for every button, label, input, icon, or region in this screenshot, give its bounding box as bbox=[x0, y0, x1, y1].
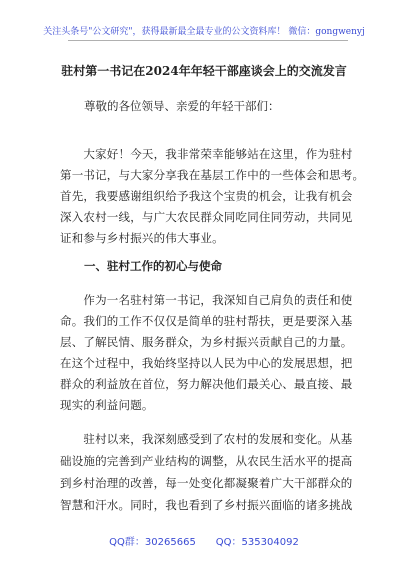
section-heading: 一、驻村工作的初心与使命 bbox=[84, 259, 222, 273]
paragraph-line: 证和参与乡村振兴的伟大事业。 bbox=[60, 231, 224, 245]
paragraph-line: 首先，我要感谢组织给予我这个宝贵的机会，让我有机会 bbox=[60, 189, 353, 203]
greeting: 尊敬的各位领导、亲爱的年轻干部们： bbox=[84, 99, 280, 113]
header-banner: 关注头条号"公文研究"，获得最新最全最专业的公文资料库！ 微信：gongwenyj bbox=[43, 27, 365, 37]
document-title: 驻村第一书记在2024年年轻干部座谈会上的交流发言 bbox=[61, 64, 347, 78]
paragraph-line: 群众的利益放在首位，努力解决他们最关心、最直接、最 bbox=[60, 377, 353, 391]
paragraph-line: 础设施的完善到产业结构的调整，从农民生活水平的提高 bbox=[60, 454, 353, 468]
paragraph-line: 深入农村一线，与广大农民群众同吃同住同劳动，共同见 bbox=[60, 210, 353, 224]
paragraph-line: 到乡村治理的改善，每一处变化都凝聚着广大干部群众的 bbox=[60, 476, 353, 490]
paragraph-line: 命。我们的工作不仅仅是简单的驻村帮扶，更是要深入基 bbox=[60, 314, 353, 328]
paragraph-line: 现实的利益问题。 bbox=[60, 398, 154, 412]
header-divider bbox=[68, 40, 348, 41]
paragraph-line: 层、了解民情、服务群众，为乡村振兴贡献自己的力量。 bbox=[60, 335, 353, 349]
paragraph-line: 驻村以来，我深刻感受到了农村的发展和变化。从基 bbox=[60, 432, 353, 446]
paragraph-line: 智慧和汗水。同时，我也看到了乡村振兴面临的诸多挑战 bbox=[60, 498, 353, 512]
paragraph-line: 在这个过程中，我始终坚持以人民为中心的发展思想，把 bbox=[60, 356, 353, 370]
paragraph-line: 作为一名驻村第一书记，我深知自己肩负的责任和使 bbox=[60, 293, 353, 307]
paragraph-line: 大家好！今天，我非常荣幸能够站在这里，作为驻村 bbox=[60, 147, 353, 161]
paragraph-line: 第一书记，与大家分享我在基层工作中的一些体会和思考。 bbox=[60, 168, 365, 182]
footer-contact: QQ群：30265665 QQ：535304092 bbox=[109, 537, 299, 548]
